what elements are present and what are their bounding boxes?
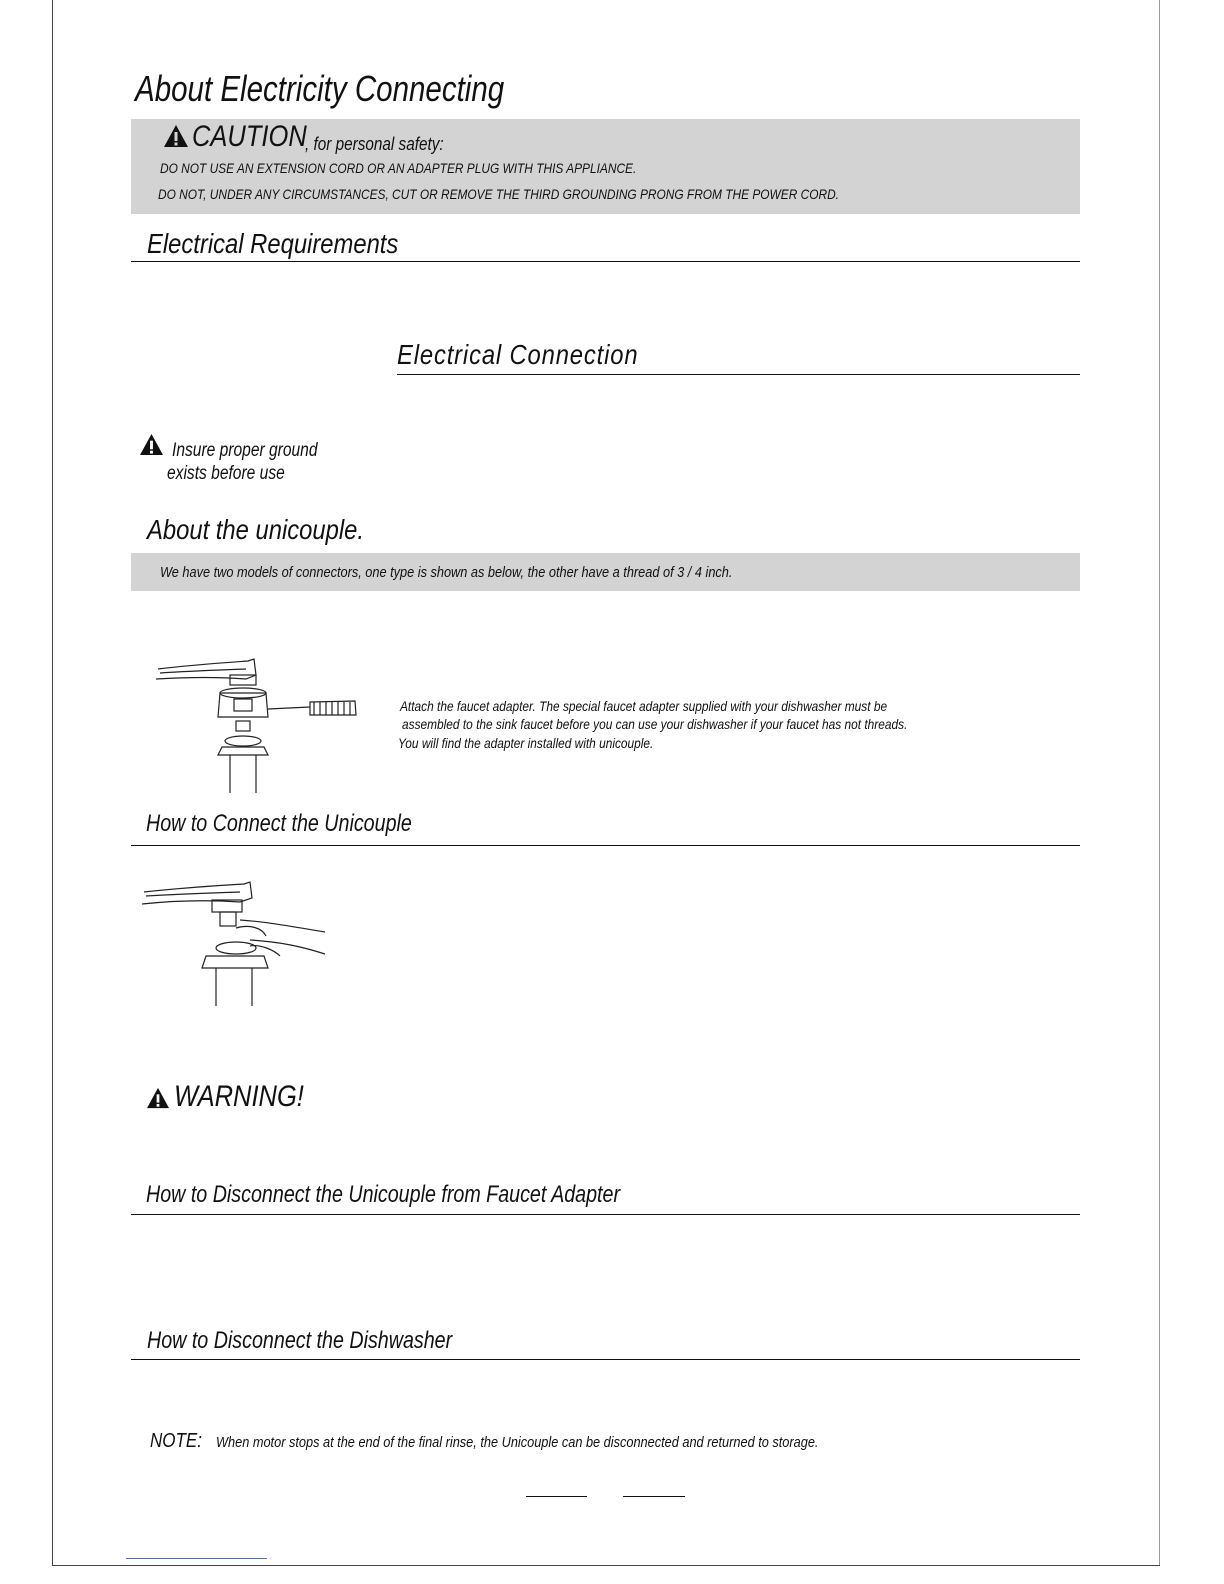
faucet-connect-hand-illustration (140, 880, 330, 1010)
about-unicouple-heading: About the unicouple. (147, 514, 365, 545)
note-text: When motor stops at the end of the final rinse, the Unicouple can be disconnected and returned to storage. (216, 1434, 819, 1451)
electrical-connection-heading: Electrical Connection (397, 339, 639, 370)
connect-heading: How to Connect the Unicouple (146, 810, 412, 837)
divider (397, 374, 1080, 375)
caution-line-2: DO NOT, UNDER ANY CIRCUMSTANCES, CUT OR REMOVE THE THIRD GROUNDING PRONG FROM THE POWER CORD. (158, 186, 839, 202)
attach-instruction-line-2: assembled to the sink faucet before you can use your dishwasher if your faucet has not threads. (402, 716, 908, 732)
ground-note-line-2: exists before use (167, 463, 285, 484)
caution-subheading: , for personal safety: (305, 134, 444, 154)
page-border-left (52, 0, 53, 1566)
footer-blank-line (623, 1496, 685, 1497)
attach-instruction-line-1: Attach the faucet adapter. The special faucet adapter supplied with your dishwasher must be (400, 698, 888, 714)
ground-note-line-1: Insure proper ground (172, 440, 318, 461)
warning-heading: WARNING! (174, 1080, 304, 1113)
warning-triangle-icon (163, 124, 189, 148)
page-border-right (1159, 0, 1160, 1566)
caution-heading: CAUTION (192, 120, 307, 153)
divider (131, 261, 1080, 262)
divider (131, 1359, 1080, 1360)
attach-instruction-line-3: You will find the adapter installed with unicouple. (398, 735, 654, 751)
footer-link-underline (126, 1558, 267, 1559)
divider (131, 1214, 1080, 1215)
divider (131, 845, 1080, 846)
disconnect-dishwasher-heading: How to Disconnect the Dishwasher (147, 1327, 453, 1354)
warning-triangle-icon (146, 1087, 170, 1109)
warning-triangle-icon (139, 433, 164, 456)
disconnect-adapter-heading: How to Disconnect the Unicouple from Faucet Adapter (146, 1181, 621, 1208)
note-label: NOTE: (150, 1430, 202, 1452)
page-border-bottom (52, 1565, 1160, 1566)
caution-line-1: DO NOT USE AN EXTENSION CORD OR AN ADAPTER PLUG WITH THIS APPLIANCE. (160, 160, 637, 176)
electrical-requirements-heading: Electrical Requirements (147, 228, 399, 259)
unicouple-models-note: We have two models of connectors, one type is shown as below, the other have a thread of 3 / 4 inch. (160, 564, 733, 581)
footer-blank-line (526, 1496, 587, 1497)
page-title: About Electricity Connecting (135, 68, 505, 109)
faucet-adapter-illustration (150, 655, 360, 795)
